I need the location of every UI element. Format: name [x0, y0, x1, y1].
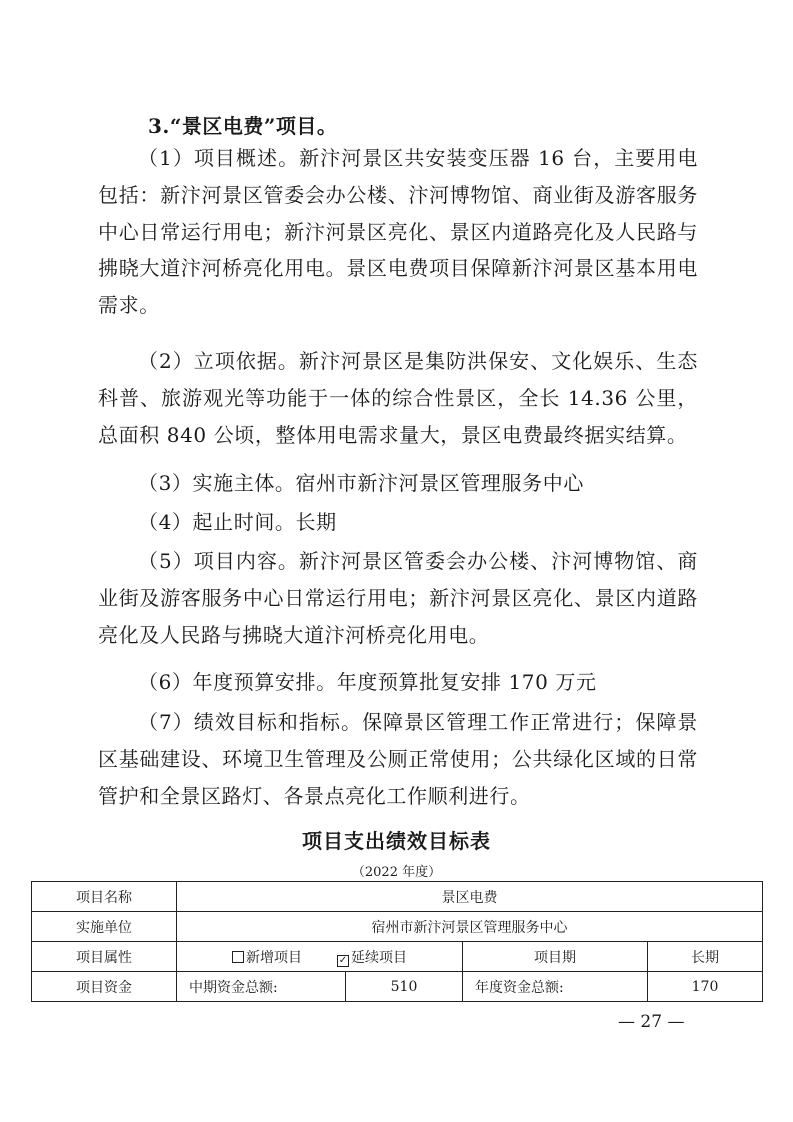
- table-row: [32, 912, 763, 942]
- project-period-value: 长期: [648, 942, 763, 972]
- paragraph-subject: （3）实施主体。宿州市新汴河景区管理服务中心: [138, 471, 584, 495]
- table-row: [32, 882, 763, 912]
- table-subtitle: （2022 年度）: [351, 865, 442, 880]
- project-attribute-options: [177, 942, 463, 972]
- implementing-unit-value: 宿州市新汴河景区管理服务中心: [177, 912, 763, 942]
- table-title: 项目支出绩效目标表: [302, 829, 491, 853]
- section-heading: 3.“景区电费”项目。: [148, 114, 338, 138]
- mid-term-total-value: 510: [346, 972, 463, 1002]
- implementing-unit-label: 实施单位: [32, 912, 177, 942]
- paragraph-period: （4）起止时间。长期: [138, 510, 337, 534]
- annual-total-label: 年度资金总额:: [463, 972, 648, 1002]
- paragraph-overview: （1）项目概述。新汴河景区共安装变压器 16 台，主要用电包括：新汴河景区管委会办公楼、汴河博物馆、商业街及游客服务中心日常运行用电；新汴河景区亮化、景区内道路亮化及人民路与拂晓大道汴河桥亮化用电。景区电费项目保障新汴河景区基本用电需求。: [98, 146, 698, 318]
- paragraph-basis: （2）立项依据。新汴河景区是集防洪保安、文化娱乐、生态科普、旅游观光等功能于一体的综合性景区，全长 14.36 公里，总面积 840 公顷，整体用电需求量大，景区电费最终据实结算。: [98, 349, 698, 447]
- checkbox-continued-project: ✓: [338, 954, 348, 966]
- project-attribute-label: 项目属性: [32, 942, 177, 972]
- project-name-value: 景区电费: [177, 882, 763, 912]
- annual-total-value: 170: [648, 972, 763, 1002]
- paragraph-budget: （6）年度预算安排。年度预算批复安排 170 万元: [138, 670, 597, 694]
- page-number: — 27 —: [618, 1012, 685, 1032]
- paragraph-content: （5）项目内容。新汴河景区管委会办公楼、汴河博物馆、商业街及游客服务中心日常运行用电；新汴河景区亮化、景区内道路亮化及人民路与拂晓大道汴河桥亮化用电。: [98, 549, 698, 647]
- project-funds-label: 项目资金: [32, 972, 177, 1002]
- checkbox-new-project: [232, 951, 244, 963]
- performance-table: [31, 881, 763, 1002]
- project-period-label: 项目期: [463, 942, 648, 972]
- table-row: [32, 942, 763, 972]
- new-project-label: 新增项目: [246, 949, 303, 966]
- paragraph-targets: （7）绩效目标和指标。保障景区管理工作正常进行；保障景区基础建设、环境卫生管理及公厕正常使用；公共绿化区域的日常管护和全景区路灯、各景点亮化工作顺利进行。: [98, 710, 698, 808]
- project-name-label: 项目名称: [32, 882, 177, 912]
- table-row: [32, 972, 763, 1002]
- continued-project-label: 延续项目: [350, 949, 407, 966]
- mid-term-total-label: 中期资金总额:: [177, 972, 346, 1002]
